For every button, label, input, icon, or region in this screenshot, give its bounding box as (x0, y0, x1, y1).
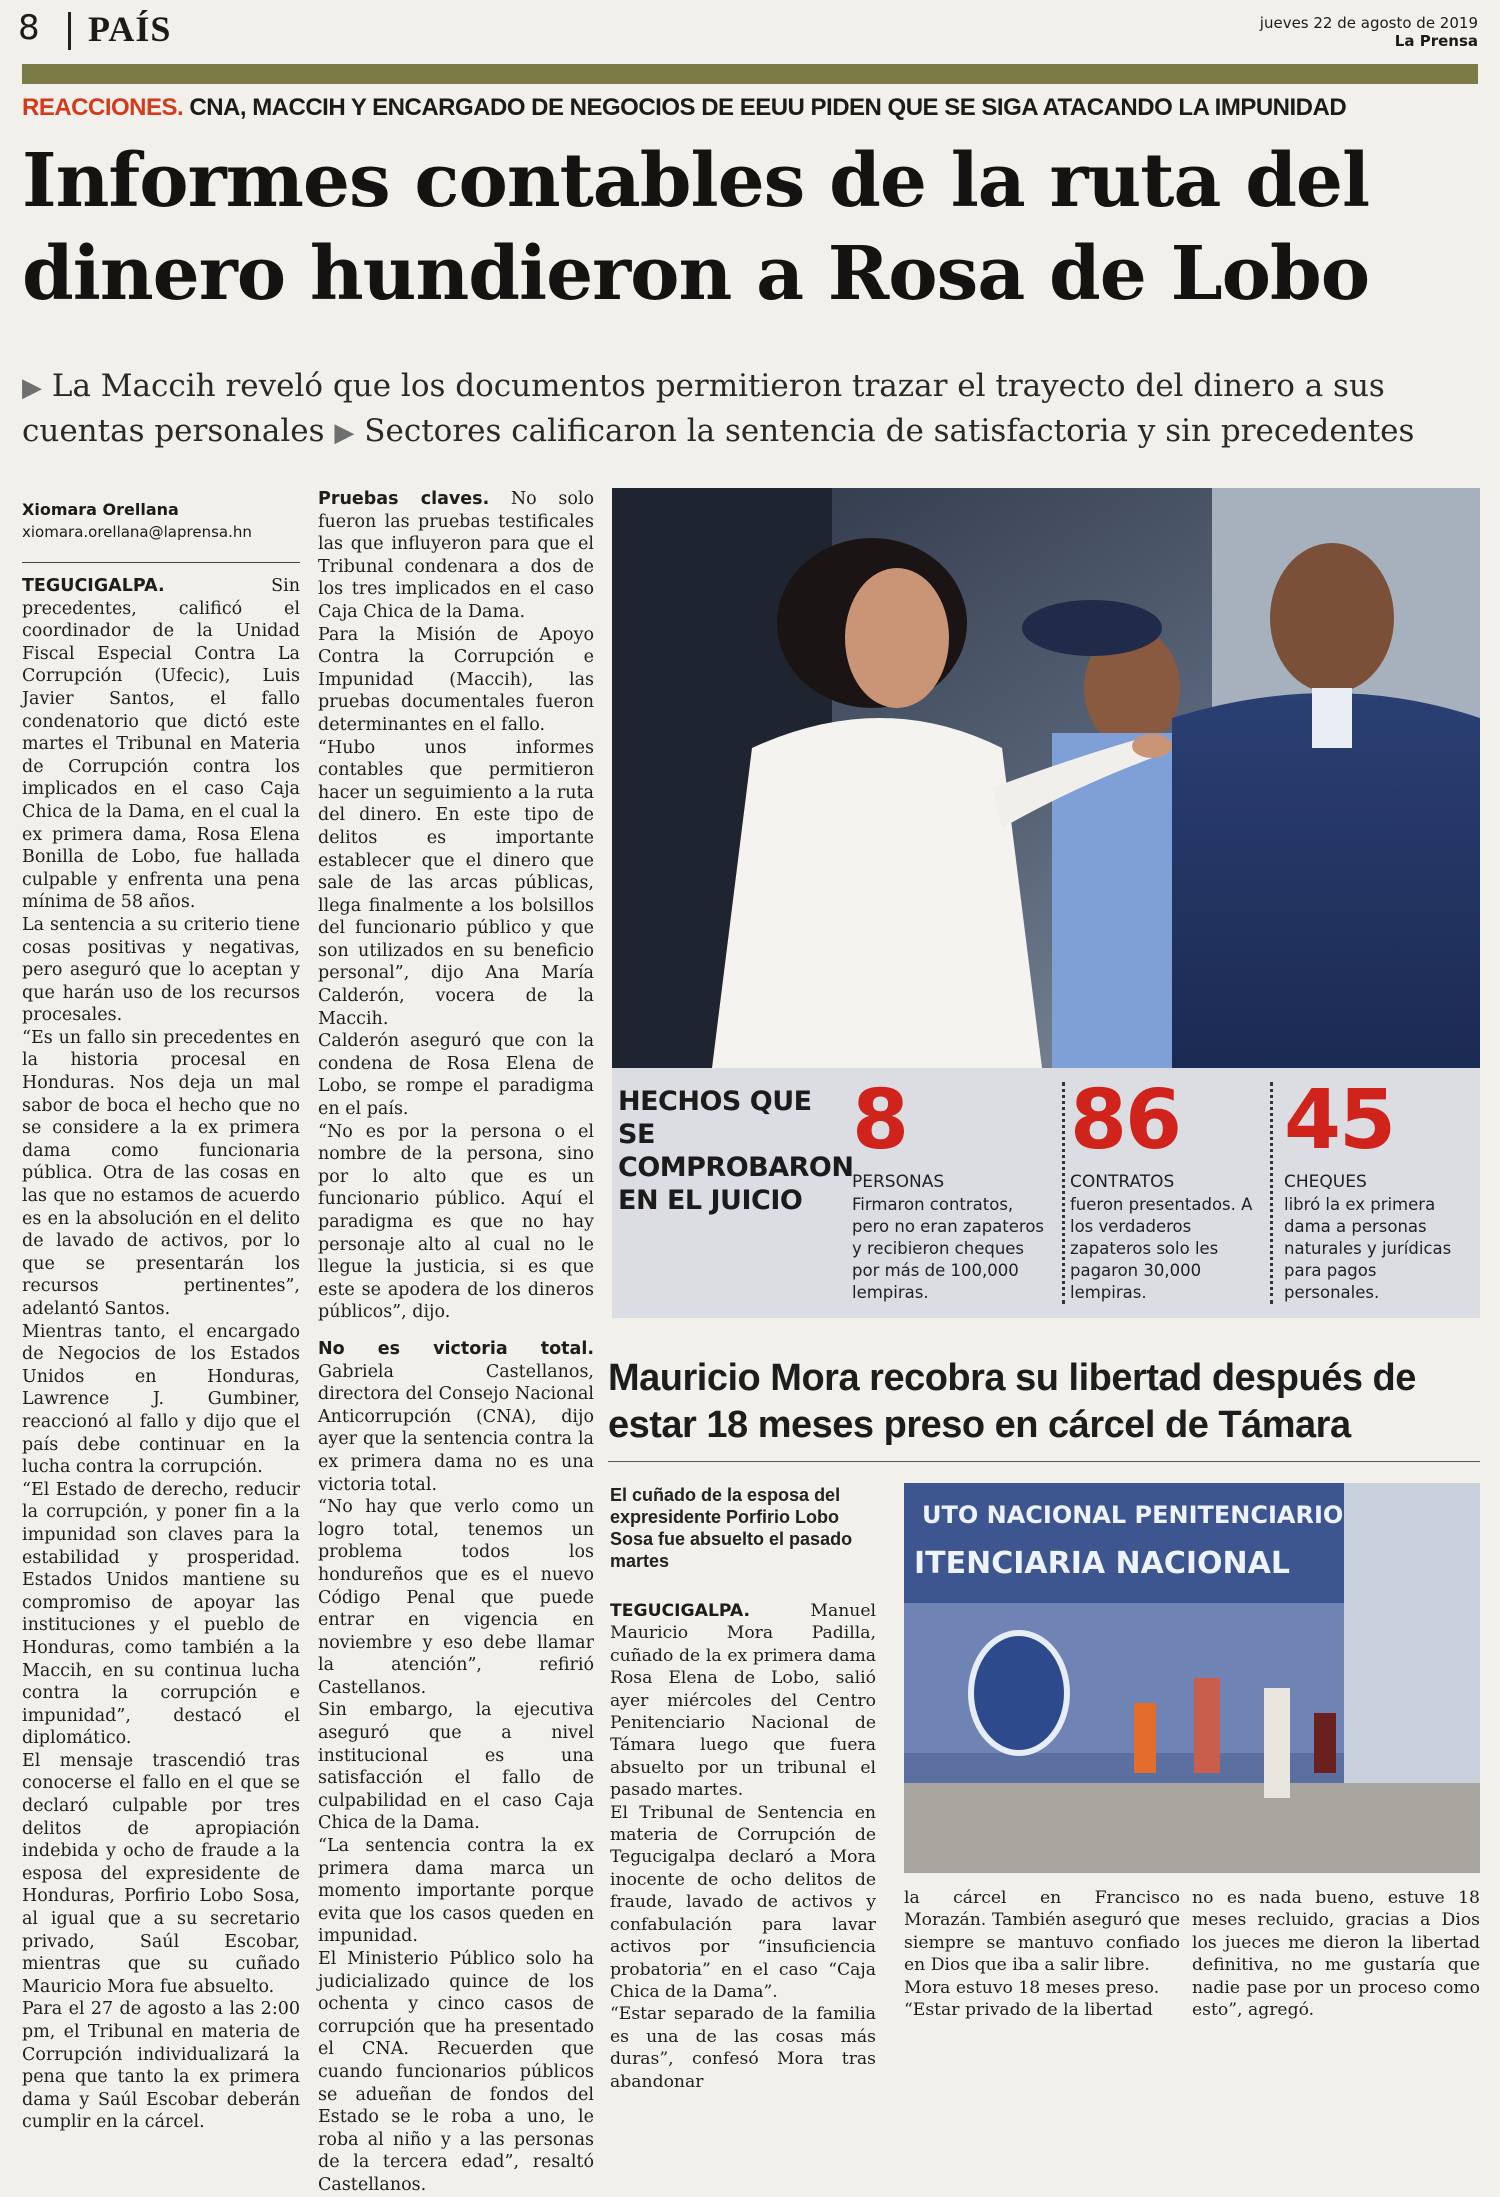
dateline: TEGUCIGALPA. (610, 1601, 751, 1621)
fact-divider (1062, 1082, 1065, 1304)
kicker-text: CNA, MACCIH Y ENCARGADO DE NEGOCIOS DE EEUU PIDEN QUE SE SIGA ATACANDO LA IMPUNIDAD (189, 94, 1347, 121)
paragraph: Sin embargo, la ejecutiva aseguró que a nivel institucional es una satisfacción el fallo de culpabilidad en el caso Caja Chica de la Dama. (318, 1700, 594, 1834)
section-title: PAÍS (88, 9, 172, 49)
fact-number: 86 (1070, 1073, 1181, 1168)
publication-name: La Prensa (1394, 32, 1478, 50)
section-color-bar (22, 64, 1478, 84)
fact-text: Firmaron contratos, pero no eran zapateros y recibieron cheques por más de 100,000 lempiras. (852, 1195, 1045, 1302)
facts-title: HECHOS QUE SE COMPROBARON EN EL JUICIO (618, 1086, 854, 1216)
fact-text: libró la ex primera dama a personas naturales y jurídicas para pagos personales. (1284, 1195, 1452, 1302)
paragraph: “El Estado de derecho, reducir la corrupción, y poner fin a la impunidad son claves para la estabilidad y prosperidad. Estados Unidos mantiene su compromiso de apoyar las instituciones y el pueblo de Honduras, como también a la Maccih, en su continua lucha contra la corrupción e impunidad”, destacó el diplomático. (22, 1479, 300, 1749)
paragraph (318, 1338, 594, 1496)
secondary-headline: Mauricio Mora recobra su libertad después de estar 18 meses preso en cárcel de Támara (608, 1357, 1416, 1446)
byline-divider (22, 562, 300, 563)
paragraph: Para la Misión de Apoyo Contra la Corrupción e Impunidad (Maccih), las pruebas documentales fueron determinantes en el fallo. (318, 624, 594, 735)
subheadline-deck (22, 365, 1482, 455)
secondary-column-2 (904, 1887, 1180, 2021)
kicker (22, 94, 1346, 122)
deck-line-2a: cuentas personales (22, 413, 325, 449)
story-divider (608, 1461, 1480, 1462)
paragraph: La sentencia a su criterio tiene cosas positivas y negativas, pero aseguró que lo aceptan y que harán uso de los recursos procesales. (22, 914, 300, 1026)
header-divider (68, 12, 71, 50)
header-dateline (1260, 14, 1478, 50)
paragraph: “Hubo unos informes contables que permitieron hacer un seguimiento a la ruta del dinero. En este tipo de delitos es importante establecer que el dinero que sale de las arcas públicas, llega finalmente a los bolsillos del funcionario público y que son utilizados en su beneficio personal”, dijo Ana María Calderón, vocera de la Maccih. (318, 737, 594, 1029)
news-photo-courthouse (612, 488, 1480, 1068)
fact-text: fueron presentados. A los verdaderos zapateros solo les pagaron 30,000 lempiras. (1070, 1195, 1253, 1302)
secondary-column-1 (610, 1600, 876, 2093)
fact-number: 8 (852, 1073, 908, 1168)
sign-text-line-1: UTO NACIONAL PENITENCIARIO (922, 1501, 1344, 1529)
headline-line-2: dinero hundieron a Rosa de Lobo (22, 231, 1370, 317)
deck-line-2b: Sectores calificaron la sentencia de satisfactoria y sin precedentes (364, 413, 1415, 449)
photo-illustration (612, 488, 1480, 1068)
byline-author: Xiomara Orellana (22, 500, 179, 519)
subhead-lead: Pruebas claves. (318, 489, 490, 509)
sign-text-line-2: ITENCIARIA NACIONAL (914, 1546, 1290, 1581)
paragraph: “Es un fallo sin precedentes en la historia procesal en Honduras. Nos deja un mal sabor de boca el hecho que no se considere a la ex primera dama como funcionaria pública. Otra de las cosas en las que no estamos de acuerdo es en la absolución en el delito de lavado de activos, por lo que se presentarán los recursos pertinentes”, adelantó Santos. (22, 1027, 300, 1319)
paragraph: no es nada bueno, estuve 18 meses recluido, gracias a Dios los jueces me dieron la libertad definitiva, no me gustaría que nadie pase por un proceso como esto”, agregó. (1192, 1888, 1480, 2021)
paragraph-text: No solo fueron las pruebas testificales las que influyeron para que el Tribunal condenara a dos de los tres implicados en el caso Caja Chica de la Dama. (318, 489, 594, 622)
paragraph: El mensaje trascendió tras conocerse el fallo en el que se declaró culpable por tres delitos de apropiación indebida y ocho de fraude a la esposa del expresidente de Honduras, Porfirio Lobo Sosa, al igual que a su secretario privado, Saúl Escobar, mientras que su cuñado Mauricio Mora fue absuelto. (22, 1750, 300, 1997)
triangle-bullet-icon: ▶ (22, 373, 42, 403)
paragraph: El Tribunal de Sentencia en materia de Corrupción de Tegucigalpa declaró a Mora inocente de ocho delitos de fraude, lavado de activos y confabulación para lavar activos por “insuficiencia probatoria” en el caso “Caja Chica de la Dama”. (610, 1802, 876, 2002)
paragraph-text: Manuel Mauricio Mora Padilla, cuñado de la ex primera dama Rosa Elena de Lobo, salió ayer miércoles del Centro Penitenciario Nacional de Támara luego que fuera absuelto por un tribunal el pasado martes. (610, 1601, 876, 1801)
paragraph: “Estar privado de la libertad (904, 2000, 1153, 2021)
fact-label: PERSONAS (852, 1172, 945, 1192)
article-column-2 (318, 488, 594, 2197)
fact-label: CONTRATOS (1070, 1172, 1175, 1192)
main-headline (22, 135, 1482, 321)
subhead-lead: No es victoria total. (318, 1338, 594, 1359)
byline-email: xiomara.orellana@laprensa.hn (22, 523, 252, 541)
paragraph: Mora estuvo 18 meses preso. (904, 1977, 1160, 1998)
dateline: TEGUCIGALPA. (22, 576, 165, 596)
paragraph-text: Sin precedentes, calificó el coordinador de la Unidad Fiscal Especial Contra La Corrupción (Ufecic), Luis Javier Santos, el fallo condenatorio que dictó este martes el Tribunal en Materia de Corrupción contra los implicados en el caso Caja Chica de la Dama, en el cual la ex primera dama, Rosa Elena Bonilla de Lobo, fue hallada culpable y enfrenta una pena mínima de 58 años. (22, 576, 300, 913)
paragraph: “No hay que verlo como un logro total, tenemos un problema todos los hondureños que es el nuevo Código Penal que puede entrar en vigencia en noviembre y eso debe llamar la atención”, refirió Castellanos. (318, 1497, 594, 1698)
paragraph: Calderón aseguró que con la condena de Rosa Elena de Lobo, se rompe el paradigma en el país. (318, 1031, 594, 1120)
triangle-bullet-icon: ▶ (334, 418, 355, 448)
headline-line-1: Informes contables de la ruta del (22, 138, 1370, 224)
secondary-deck: El cuñado de la esposa del expresidente Porfirio Lobo Sosa fue absuelto el pasado martes (610, 1485, 853, 1571)
issue-date: jueves 22 de agosto de 2019 (1259, 14, 1478, 32)
paragraph (22, 575, 300, 914)
fact-number: 45 (1284, 1073, 1395, 1168)
paragraph: Para el 27 de agosto a las 2:00 pm, el Tribunal en materia de Corrupción individualizará la pena que tanto la ex primera dama y Saúl Escobar deberán cumplir en la cárcel. (22, 1999, 300, 2133)
paragraph: “Estar separado de la familia es una de las cosas más duras”, confesó Mora tras abandonar (610, 2004, 876, 2092)
paragraph: “No es por la persona o el nombre de la persona, sino por lo alto que es un funcionario público. Aquí el paradigma es que no hay personaje alto al cual no le llegue la justicia, si es que este se apodera de los dineros públicos”, dijo. (318, 1121, 594, 1323)
page-number: 8 (18, 8, 40, 48)
paragraph: la cárcel en Francisco Morazán. También aseguró que siempre se mantuvo confiado en Dios que iba a salir libre. (904, 1888, 1180, 1976)
secondary-column-3 (1192, 1887, 1480, 2021)
article-column-1 (22, 575, 300, 2134)
kicker-label: REACCIONES. (22, 94, 184, 121)
paragraph: El Ministerio Público solo ha judicializado quince de los ochenta y cinco casos de corrupción que ha presentado el CNA. Recuerden que cuando funcionarios públicos se adueñan de fondos del Estado se le roba a uno, le roba al niño y a las personas de la tercera edad”, resaltó Castellanos. (318, 1949, 594, 2195)
paragraph-text: Gabriela Castellanos, directora del Consejo Nacional Anticorrupción (CNA), dijo ayer que la sentencia contra la ex primera dama no es una victoria total. (318, 1361, 594, 1495)
fact-divider (1270, 1082, 1273, 1304)
deck-line-1: La Maccih reveló que los documentos permitieron trazar el trayecto del dinero a sus (51, 368, 1385, 404)
paragraph: Mientras tanto, el encargado de Negocios de los Estados Unidos en Honduras, Lawrence J. Gumbiner, reaccionó al fallo y dijo que el país debe continuar en la lucha contra la corrupción. (22, 1321, 300, 1478)
paragraph (610, 1600, 876, 1802)
photo-illustration (904, 1483, 1480, 1873)
fact-label: CHEQUES (1284, 1172, 1367, 1192)
paragraph: “La sentencia contra la ex primera dama marca un momento importante porque evita que los casos queden en impunidad. (318, 1836, 594, 1947)
news-photo-prison (904, 1483, 1480, 1873)
paragraph (318, 488, 594, 624)
